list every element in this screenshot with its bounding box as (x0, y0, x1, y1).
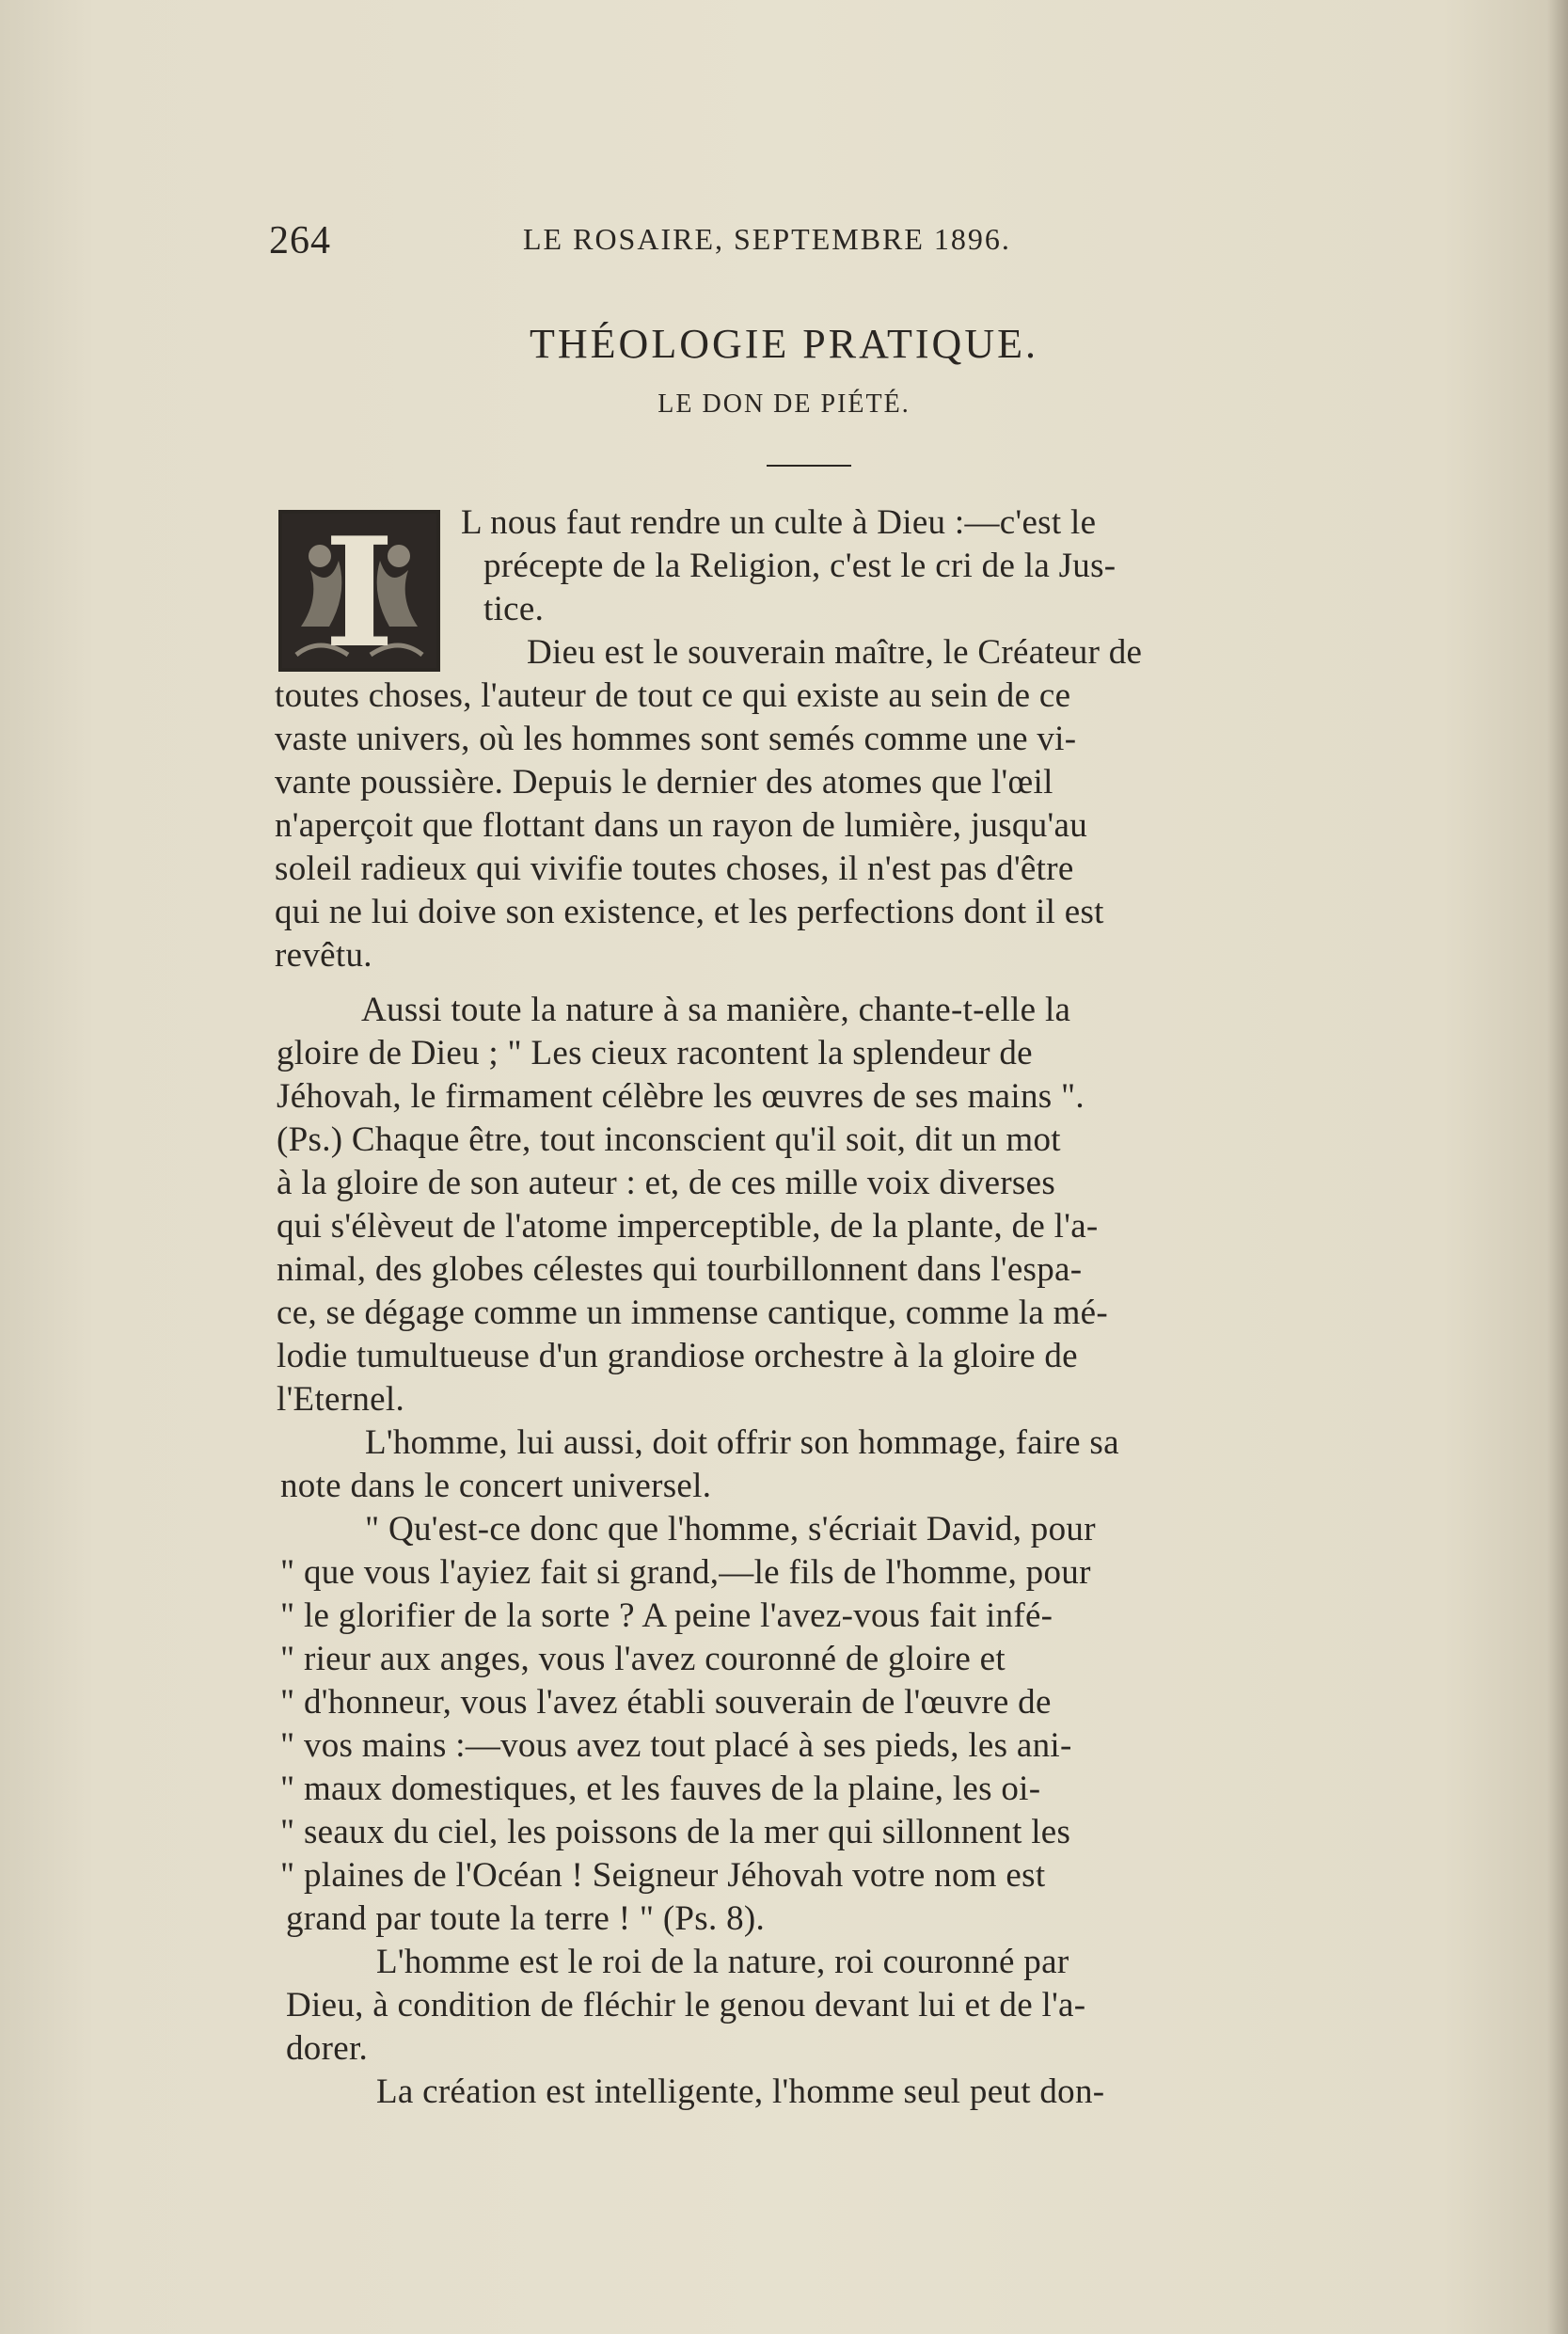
text-line: qui s'élèveut de l'atome imperceptible, de la plante, de l'a- (277, 1207, 1099, 1246)
dropcap-letter: I (324, 510, 395, 672)
text-line: La création est intelligente, l'homme seul peut don- (376, 2072, 1105, 2111)
text-line: vaste univers, où les hommes sont semés comme une vi- (275, 720, 1077, 758)
page-number: 264 (269, 219, 331, 262)
text-line: " plaines de l'Océan ! Seigneur Jéhovah votre nom est (280, 1856, 1046, 1895)
text-line: (Ps.) Chaque être, tout inconscient qu'il soit, dit un mot (277, 1120, 1061, 1159)
text-line: L'homme, lui aussi, doit offrir son hommage, faire sa (365, 1423, 1119, 1462)
text-line: dorer. (286, 2029, 369, 2068)
text-line: " que vous l'ayiez fait si grand,—le fils de l'homme, pour (280, 1553, 1091, 1592)
article-title: THÉOLOGIE PRATIQUE. (530, 321, 1038, 367)
text-line: " Qu'est-ce donc que l'homme, s'écriait David, pour (365, 1510, 1096, 1548)
text-line: Jéhovah, le firmament célèbre les œuvres de ses mains ". (277, 1077, 1085, 1116)
text-line: L nous faut rendre un culte à Dieu :—c'est le (461, 503, 1097, 542)
text-line: " le glorifier de la sorte ? A peine l'avez-vous fait infé- (280, 1596, 1053, 1635)
text-line: nimal, des globes célestes qui tourbillonnent dans l'espa- (277, 1250, 1083, 1289)
text-line: " seaux du ciel, les poissons de la mer qui sillonnent les (280, 1813, 1071, 1851)
text-line: l'Eternel. (277, 1380, 405, 1419)
text-line: " rieur aux anges, vous l'avez couronné de gloire et (280, 1640, 1006, 1678)
text-line: " maux domestiques, et les fauves de la plaine, les oi- (280, 1770, 1041, 1808)
text-line: qui ne lui doive son existence, et les perfections dont il est (275, 893, 1104, 931)
text-line: précepte de la Religion, c'est le cri de la Jus- (483, 547, 1117, 585)
text-line: " d'honneur, vous l'avez établi souverain de l'œuvre de (280, 1683, 1052, 1722)
text-line: revêtu. (275, 936, 372, 975)
article-subtitle: LE DON DE PIÉTÉ. (657, 389, 911, 419)
text-line: tice. (483, 590, 545, 628)
text-line: " vos mains :—vous avez tout placé à ses pieds, les ani- (280, 1726, 1072, 1765)
text-line: ce, se dégage comme un immense cantique, comme la mé- (277, 1294, 1109, 1332)
text-line: L'homme est le roi de la nature, roi couronné par (376, 1943, 1069, 1981)
text-line: Dieu, à condition de fléchir le genou devant lui et de l'a- (286, 1986, 1086, 2024)
text-line: n'aperçoit que flottant dans un rayon de lumière, jusqu'au (275, 806, 1088, 845)
text-line: gloire de Dieu ; " Les cieux racontent la splendeur de (277, 1034, 1033, 1072)
text-line: lodie tumultueuse d'un grandiose orchestre à la gloire de (277, 1337, 1078, 1375)
text-line: à la gloire de son auteur : et, de ces mille voix diverses (277, 1164, 1056, 1202)
text-line: note dans le concert universel. (280, 1467, 712, 1505)
text-line: Aussi toute la nature à sa manière, chante-t-elle la (361, 991, 1071, 1029)
text-line: Dieu est le souverain maître, le Créateur de (527, 633, 1143, 672)
text-line: grand par toute la terre ! " (Ps. 8). (286, 1899, 766, 1938)
text-line: soleil radieux qui vivifie toutes choses, il n'est pas d'être (275, 849, 1074, 888)
text-line: toutes choses, l'auteur de tout ce qui existe au sein de ce (275, 676, 1071, 715)
running-head: LE ROSAIRE, SEPTEMBRE 1896. (523, 222, 1011, 256)
text-line: vante poussière. Depuis le dernier des atomes que l'œil (275, 763, 1053, 802)
